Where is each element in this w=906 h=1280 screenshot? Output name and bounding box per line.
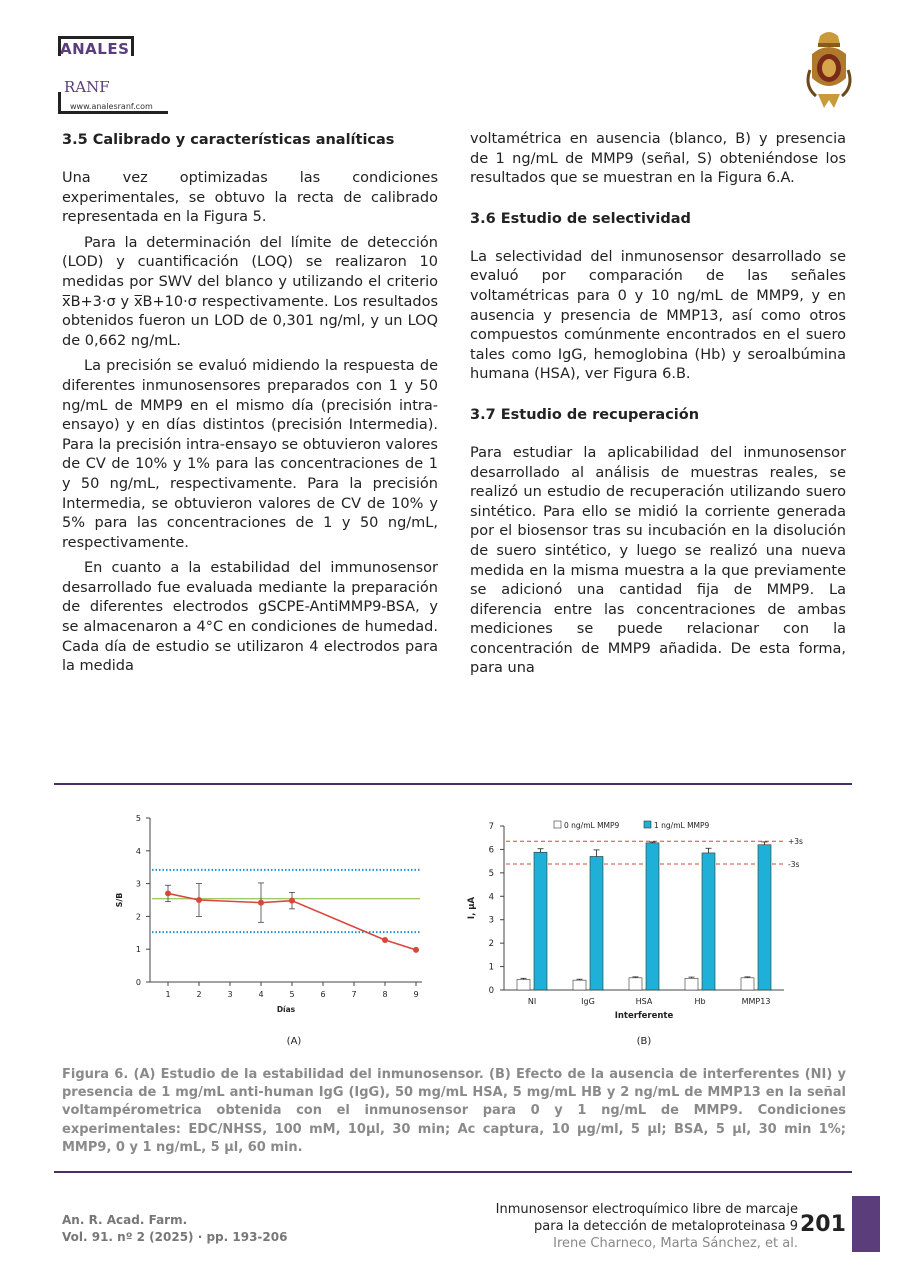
chart-b-category-label: Hb	[694, 997, 706, 1006]
chart-a-data-point	[382, 937, 388, 943]
chart-b-category-label: IgG	[581, 997, 595, 1006]
paragraph: Para estudiar la aplicabilidad del inmunosensor desarrollado al análisis de muestras reales, se realizó un estudio de recuperación utilizando suero sintético. Para ello se midió la corriente generada por el biosensor tras su incubación en la disolución de suero sintético, y luego se realizó una nueva medida en la misma muestra a la que previamente se adicionó una cantidad fija de MMP9. La diferencia entre las concentraciones de ambas mediciones se puede relacionar con la concentración de MMP9 añadida. De esta forma, para una	[470, 444, 846, 677]
academy-crest-icon	[806, 30, 852, 110]
chart-b-bar	[758, 845, 771, 990]
paragraph: En cuanto a la estabilidad del immunosensor desarrollado fue evaluada mediante la preparación de diferentes electrodos gSCPE-AntiMMP9-BSA, y se almacenaron a 4°C en condiciones de humedad. Cada día de estudio se utilizaron 4 electrodos para la medida	[62, 560, 438, 675]
chart-a-data-point	[289, 898, 295, 904]
journal-logo	[58, 36, 178, 116]
chart-b-panel-label: (B)	[636, 1036, 652, 1047]
chart-b-y-tick-label: 0	[488, 986, 494, 996]
chart-b-legend-swatch	[554, 821, 561, 828]
chart-a-y-tick-label: 0	[135, 978, 141, 987]
chart-b-category-label: MMP13	[741, 997, 771, 1006]
chart-b-legend-swatch	[644, 821, 651, 828]
running-title	[440, 1201, 798, 1252]
chart-a-x-tick-label: 3	[227, 990, 233, 999]
chart-b-legend-label: 1 ng/mL MMP9	[654, 821, 710, 830]
paragraph: Para la determinación del límite de detección (LOD) y cuantificación (LOQ) se realizaron 10 medidas por SWV del blanco y utilizando el criterio x̅B+3·σ y x̅B+10·σ respectivamente. Los resultados obtenidos fueron un LOD de 0,301 ng/ml, y un LOQ de 0,662 ng/mL.	[62, 234, 438, 349]
running-authors: Irene Charneco, Marta Sánchez, et al.	[553, 1236, 798, 1251]
chart-b-bar	[629, 978, 642, 990]
chart-a-y-tick-label: 3	[135, 879, 141, 889]
chart-a-x-tick-label: 6	[320, 990, 326, 999]
running-title-line1: Inmunosensor electroquímico libre de marcaje	[495, 1202, 798, 1217]
chart-b-y-tick-label: 2	[488, 939, 494, 950]
section-heading-calibrado: 3.5 Calibrado y características analíticas	[62, 132, 395, 148]
chart-b-x-axis-label: Interferente	[614, 1011, 674, 1021]
page-number: 201	[800, 1212, 846, 1237]
journal-citation	[62, 1212, 287, 1246]
logo-url: www.analesranf.com	[70, 102, 153, 111]
chart-b-y-tick-label: 4	[488, 892, 494, 903]
figure-caption: Figura 6. (A) Estudio de la estabilidad del inmunosensor. (B) Efecto de la ausencia de interferentes (NI) y presencia de 1 mg/mL anti-human IgG (IgG), 50 mg/mL HSA, 5 mg/mL HB y 2 ng/mL de MMP13 en la señal voltampérometrica obtenida con el inmunosensor para 0 y 1 ng/mL de MMP9. Condiciones experimentales: EDC/NHSS, 100 mM, 10µl, 30 min; Ac captura, 10 µg/ml, 5 µl; BSA, 5 µl, 30 min 1%; MMP9, 0 y 1 ng/mL, 5 µl, 60 min.	[62, 1067, 846, 1155]
chart-a-y-tick-label: 2	[135, 912, 141, 922]
chart-b-y-tick-label: 5	[488, 868, 494, 879]
chart-a-y-tick-label: 1	[135, 945, 141, 955]
chart-b-y-tick-label: 7	[488, 822, 494, 832]
chart-b-y-tick-label: 3	[488, 915, 494, 926]
chart-b-bar	[702, 853, 715, 990]
chart-b-bar	[685, 978, 698, 990]
chart-a-x-axis-label: Días	[276, 1005, 296, 1014]
chart-a-x-tick-label: 4	[258, 990, 264, 999]
running-title-line2: para la detección de metaloproteinasa 9	[534, 1219, 798, 1234]
chart-a-data-point	[196, 897, 202, 903]
chart-a-y-tick-label: 5	[135, 814, 141, 823]
chart-b-y-tick-label: 6	[488, 845, 494, 856]
figure-6	[54, 790, 852, 1058]
chart-b-bar	[741, 978, 754, 990]
chart-a-data-point	[258, 900, 264, 906]
chart-b-category-label: HSA	[635, 997, 653, 1006]
chart-a-y-axis-label: S/B	[115, 892, 124, 908]
chart-b-y-tick-label: 1	[488, 962, 494, 973]
right-column	[470, 130, 846, 679]
logo-anales-text: ANALES	[60, 40, 130, 58]
section-heading-recuperacion: 3.7 Estudio de recuperación	[470, 406, 700, 423]
paragraph: La selectividad del inmunosensor desarrollado se evaluó por comparación de las señales voltamétricas para 0 y 10 ng/mL de MMP9, y en ausencia y presencia de MMP13, así como otros compuestos comúnmente encontrados en el suero tales como IgG, hemoglobina (Hb) y seroalbúmina humana (HSA), ver Figura 6.B.	[470, 248, 846, 383]
figure-top-rule	[54, 783, 852, 785]
chart-a-panel-label: (A)	[286, 1036, 302, 1047]
chart-b-y-axis-label: I, µA	[467, 896, 477, 920]
left-column	[62, 130, 438, 677]
paragraph: voltamétrica en ausencia (blanco, B) y presencia de 1 ng/mL de MMP9 (señal, S) obteniéndose los resultados que se muestran en la Figura 6.A.	[470, 131, 846, 187]
paragraph: Una vez optimizadas las condiciones experimentales, se obtuvo la recta de calibrado representada en la Figura 5.	[62, 170, 438, 226]
page-accent-bar	[852, 1196, 880, 1252]
paragraph: La precisión se evaluó midiendo la respuesta de diferentes inmunosensores preparados con 1 y 50 ng/mL de MMP9 en el mismo día (precisión intra-ensayo) y en días distintos (precisión Intermedia). Para la precisión intra-ensayo se obtuvieron valores de CV de 10% y 1% para las concentraciones de 1 y 50 ng/mL, respectivamente. Para la precisión Intermedia, se obtuvieron valores de CV de 10% y 5% para las concentraciones de 1 y 50 ng/mL, respectivamente.	[62, 358, 438, 551]
chart-a-x-tick-label: 2	[196, 990, 202, 999]
chart-a-data-point	[165, 890, 171, 896]
chart-a-x-tick-label: 5	[289, 990, 295, 999]
chart-b-bar	[517, 979, 530, 990]
chart-a-data-point	[413, 947, 419, 953]
journal-volume: Vol. 91. nº 2 (2025) · pp. 193-206	[62, 1230, 288, 1244]
chart-a-x-tick-label: 1	[165, 990, 171, 999]
section-heading-selectividad: 3.6 Estudio de selectividad	[470, 210, 691, 227]
chart-a-x-tick-label: 8	[382, 990, 388, 999]
chart-b-bar	[590, 856, 603, 990]
chart-a-y-tick-label: 4	[135, 846, 141, 856]
chart-b-threshold-label: -3s	[788, 859, 800, 869]
chart-b-category-label: NI	[527, 997, 537, 1006]
chart-a-x-tick-label: 9	[413, 990, 419, 999]
journal-name: An. R. Acad. Farm.	[62, 1213, 188, 1227]
figure-bottom-rule	[54, 1171, 852, 1173]
chart-b-bar	[534, 852, 547, 990]
logo-ranf-text: RANF	[64, 78, 110, 96]
chart-b-legend-label: 0 ng/mL MMP9	[564, 821, 620, 830]
chart-b-bar	[646, 843, 659, 990]
chart-b-bar	[573, 980, 586, 990]
chart-b-threshold-label: +3s	[788, 837, 803, 847]
chart-a-x-tick-label: 7	[351, 990, 357, 999]
